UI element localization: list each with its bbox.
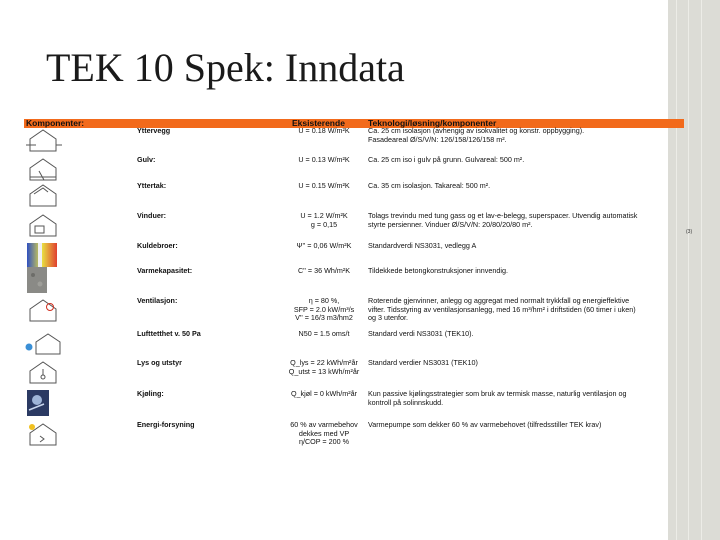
existing-value: 60 % av varmebehov dekkes med VP η/COP = 200 % xyxy=(290,420,358,447)
existing-value: Q_kjøl = 0 kWh/m²år xyxy=(290,389,358,398)
spec-table xyxy=(24,118,684,447)
component-name: Varmekapasitet: xyxy=(137,266,193,275)
existing-value: U = 0.13 W/m²K xyxy=(298,155,350,164)
technology-description: Ca. 25 cm iso i gulv på grunn. Gulvareal: 500 m². xyxy=(368,155,525,164)
header-technology: Teknologi/løsning/komponenter xyxy=(368,118,497,128)
concrete-icon xyxy=(24,267,64,293)
component-name: Energi-forsyning xyxy=(137,420,195,429)
house-roof-icon xyxy=(24,182,64,208)
technology-description: Tildekkede betongkonstruksjoner innvendig. xyxy=(368,266,508,275)
technology-description: Varmepumpe som dekker 60 % av varmebehovet (tilfredsstiller TEK krav) xyxy=(368,420,602,429)
technology-description: Roterende gjenvinner, anlegg og aggregat med normalt trykkfall og energieffektive vifter. Tidsstyring av ventilasjonsanlegg, med 16 m³/hm² i driftstiden (60 timer i uken) og 3 utenfor. xyxy=(368,296,636,323)
component-name: Kjøling: xyxy=(137,389,164,398)
house-window-icon xyxy=(24,212,64,238)
house-floor-icon xyxy=(24,156,64,182)
thermal-bridge-icon xyxy=(24,242,64,268)
component-name: Vinduer: xyxy=(137,211,167,220)
house-wall-icon xyxy=(24,127,64,153)
component-name: Lys og utstyr xyxy=(137,358,182,367)
side-note: (3) xyxy=(686,229,693,235)
energy-supply-icon xyxy=(24,421,64,447)
technology-description: Standard verdier NS3031 (TEK10) xyxy=(368,358,478,367)
technology-description: Standard verdi NS3031 (TEK10). xyxy=(368,329,474,338)
header-components: Komponenter: xyxy=(26,118,85,128)
existing-value: η = 80 %, SFP = 2.0 kW/m³/s V'' = 16/3 m3/hm2 xyxy=(293,296,355,323)
cooling-icon xyxy=(24,390,64,416)
component-name: Ventilasjon: xyxy=(137,296,178,305)
existing-value: C'' = 36 Wh/m²K xyxy=(297,266,351,275)
existing-value: Ψ'' = 0,06 W/m²K xyxy=(296,241,352,250)
component-name: Lufttetthet v. 50 Pa xyxy=(137,329,201,338)
technology-description: Tolags trevindu med tung gass og et lav-e-belegg, superspacer. Utvendig automatisk styrte persienner. Vinduer Ø/S/V/N: 20/80/20/80 m². xyxy=(368,211,638,229)
component-name: Yttervegg xyxy=(137,126,171,135)
technology-description: Kun passive kjølingsstrategier som bruk av termisk masse, naturlig ventilasjon og kontroll på solinnskudd. xyxy=(368,389,627,407)
ventilation-icon xyxy=(24,297,64,323)
slide-title: TEK 10 Spek: Inndata xyxy=(46,45,405,90)
component-name: Kuldebroer: xyxy=(137,241,178,250)
header-existing: Eksisterende xyxy=(292,118,345,128)
existing-value: U = 0.15 W/m²K xyxy=(298,181,350,190)
existing-value: N50 = 1.5 oms/t xyxy=(298,329,350,338)
lighting-icon xyxy=(24,359,64,385)
existing-value: U = 1.2 W/m²K g = 0,15 xyxy=(300,211,348,229)
technology-description: Ca. 35 cm isolasjon. Takareal: 500 m². xyxy=(368,181,491,190)
component-name: Gulv: xyxy=(137,155,156,164)
air-tightness-icon xyxy=(24,330,64,356)
existing-value: U = 0.18 W/m²K xyxy=(298,126,350,135)
existing-value: Q_lys = 22 kWh/m²år Q_utst = 13 kWh/m²år xyxy=(288,358,360,376)
technology-description: Standardverdi NS3031, vedlegg A xyxy=(368,241,477,250)
component-name: Yttertak: xyxy=(137,181,167,190)
technology-description: Ca. 25 cm isolasjon (avhengig av isokvalitet og konstr. oppbygging). Fasadeareal Ø/S/V/N: 126/158/126/158 m². xyxy=(368,126,585,144)
